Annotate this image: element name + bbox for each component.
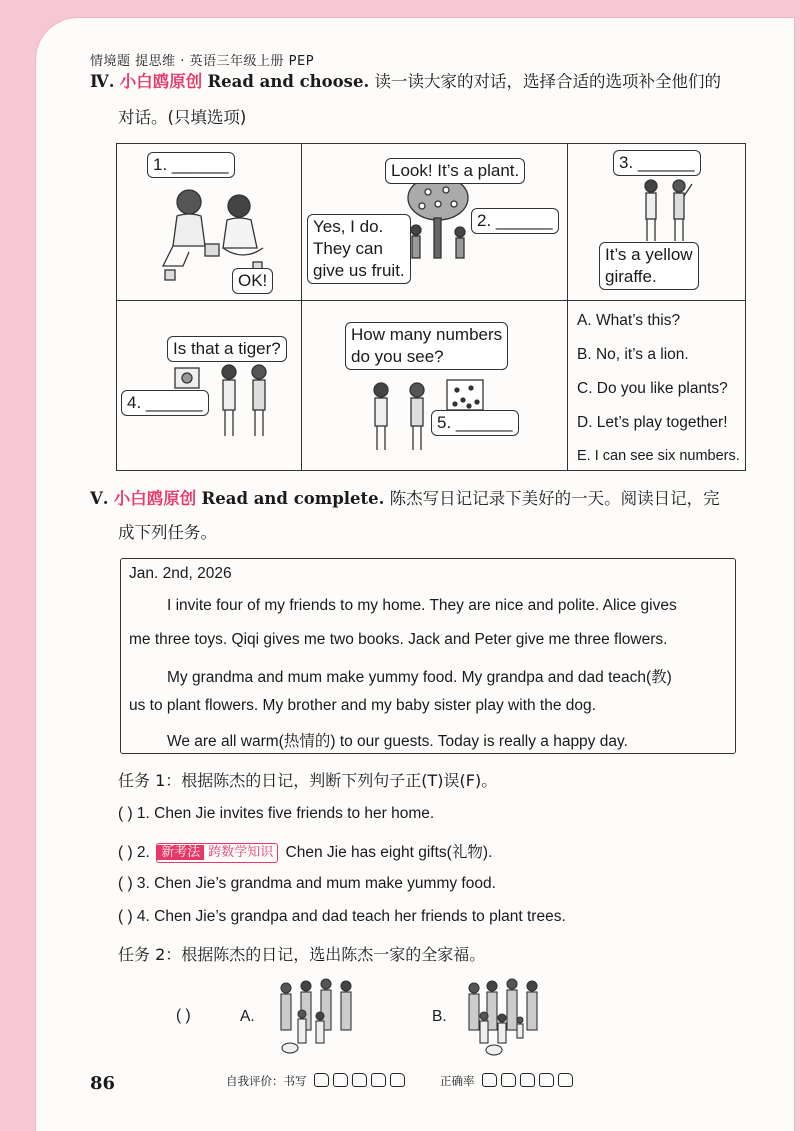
section5-number: Ⅴ. (90, 489, 109, 508)
thumb-icon[interactable] (314, 1073, 329, 1087)
tree-kids-illustration (402, 174, 472, 269)
self-eval-label: 自我评价：书写 (226, 1074, 307, 1088)
task1-question-4: ( ) 4. Chen Jie’s grandpa and dad teach her friends to plant trees. (118, 908, 566, 925)
fruit-bubble-line1: Yes, I do. (313, 217, 384, 236)
task1-question-1: ( ) 1. Chen Jie invites five friends to her home. (118, 805, 435, 822)
question-2-tags (156, 843, 278, 863)
family-photo-a (274, 974, 370, 1060)
thumb-icon[interactable] (501, 1073, 516, 1087)
section4-title (90, 66, 721, 98)
section4-badge: 小白鸥原创 (119, 72, 203, 91)
option-a: A. What’s this? (577, 312, 681, 329)
blank-4-bubble: 4. ______ (121, 390, 209, 416)
family-option-a-label: A. (240, 1008, 255, 1025)
section5-title-line2: 成下列任务。 (118, 523, 217, 542)
thumb-icon[interactable] (539, 1073, 554, 1087)
fruit-bubble-line2: They can (313, 239, 383, 258)
option-e: E. I can see six numbers. (577, 448, 740, 464)
option-d: D. Let’s play together! (577, 414, 728, 431)
task1-question-3: ( ) 3. Chen Jie’s grandma and mum make yummy food. (118, 875, 496, 892)
family-option-b-label: B. (432, 1008, 447, 1025)
diary-date: Jan. 2nd, 2026 (129, 565, 232, 582)
thumb-icon[interactable] (390, 1073, 405, 1087)
family-photo-b (462, 974, 558, 1060)
section5-title-en: Read and complete. (201, 489, 385, 508)
cross-math-tag: 跨数学知识 (208, 845, 274, 860)
diary-line-2: me three toys. Qiqi gives me two books. Jack and Peter give me three flowers. (129, 631, 668, 648)
thumb-icon[interactable] (333, 1073, 348, 1087)
thumb-icon[interactable] (482, 1073, 497, 1087)
section5-title (90, 483, 720, 515)
blank-2-bubble: 2. ______ (471, 208, 559, 234)
diary-box (120, 558, 736, 754)
blank-1-bubble: 1. ______ (147, 152, 235, 178)
page-number: 86 (90, 1073, 116, 1094)
section4-number: Ⅳ. (90, 72, 115, 91)
task1-title: 任务 1：根据陈杰的日记，判断下列句子正(T)误(F)。 (118, 771, 498, 790)
task1-question-2-number: ( ) 2. (118, 844, 150, 861)
fruit-bubble-line3: give us fruit. (313, 261, 405, 280)
two-kids-illustration (637, 176, 697, 251)
numbers-bubble-line2: do you see? (351, 347, 444, 366)
thumb-icon[interactable] (352, 1073, 367, 1087)
diary-line-3: My grandma and mum make yummy food. My grandpa and dad teach(教) (167, 669, 672, 686)
diary-line-5: We are all warm(热情的) to our guests. Today is really a happy day. (167, 733, 628, 750)
numbers-bubble-line1: How many numbers (351, 325, 503, 344)
diary-line-4: us to plant flowers. My brother and my baby sister play with the dog. (129, 697, 596, 714)
section4-title-cn: 读一读大家的对话，选择合适的选项补全他们的 (374, 72, 721, 91)
giraffe-bubble-line1: It’s a yellow (605, 245, 693, 264)
blank-5-bubble: 5. ______ (431, 410, 519, 436)
ok-bubble: OK! (232, 268, 273, 294)
task2-title: 任务 2：根据陈杰的日记，选出陈杰一家的全家福。 (118, 945, 486, 964)
self-eval-writing (226, 1073, 405, 1089)
giraffe-bubble (599, 242, 699, 290)
section4-title-en: Read and choose. (207, 72, 370, 91)
thumb-icon[interactable] (558, 1073, 573, 1087)
option-b: B. No, it’s a lion. (577, 346, 689, 363)
diary-line-1: I invite four of my friends to my home. They are nice and polite. Alice gives (167, 597, 677, 614)
task1-question-2-text: Chen Jie has eight gifts(礼物). (285, 844, 493, 861)
task1-question-2 (118, 840, 492, 863)
dialogue-grid (116, 143, 746, 471)
new-method-tag: 新考法 (157, 845, 204, 860)
section4-title-line2: 对话。(只填选项) (118, 108, 247, 127)
fruit-bubble (307, 214, 411, 284)
thumb-icon[interactable] (371, 1073, 386, 1087)
self-eval-accuracy (440, 1073, 573, 1089)
tiger-bubble: Is that a tiger? (167, 336, 287, 362)
giraffe-bubble-line2: giraffe. (605, 267, 657, 286)
page-header: 情境题 提思维 · 英语三年级上册 PEP (90, 54, 315, 69)
numbers-bubble (345, 322, 508, 370)
blank-3-bubble: 3. ______ (613, 150, 701, 176)
thumb-icon[interactable] (520, 1073, 535, 1087)
option-c: C. Do you like plants? (577, 380, 728, 397)
section5-title-cn: 陈杰写日记记录下美好的一天。阅读日记，完 (389, 489, 720, 508)
section5-badge: 小白鸥原创 (113, 489, 197, 508)
plant-bubble: Look! It’s a plant. (385, 158, 525, 184)
task2-answer-blank: ( ) (176, 1007, 191, 1024)
accuracy-label: 正确率 (440, 1074, 475, 1088)
